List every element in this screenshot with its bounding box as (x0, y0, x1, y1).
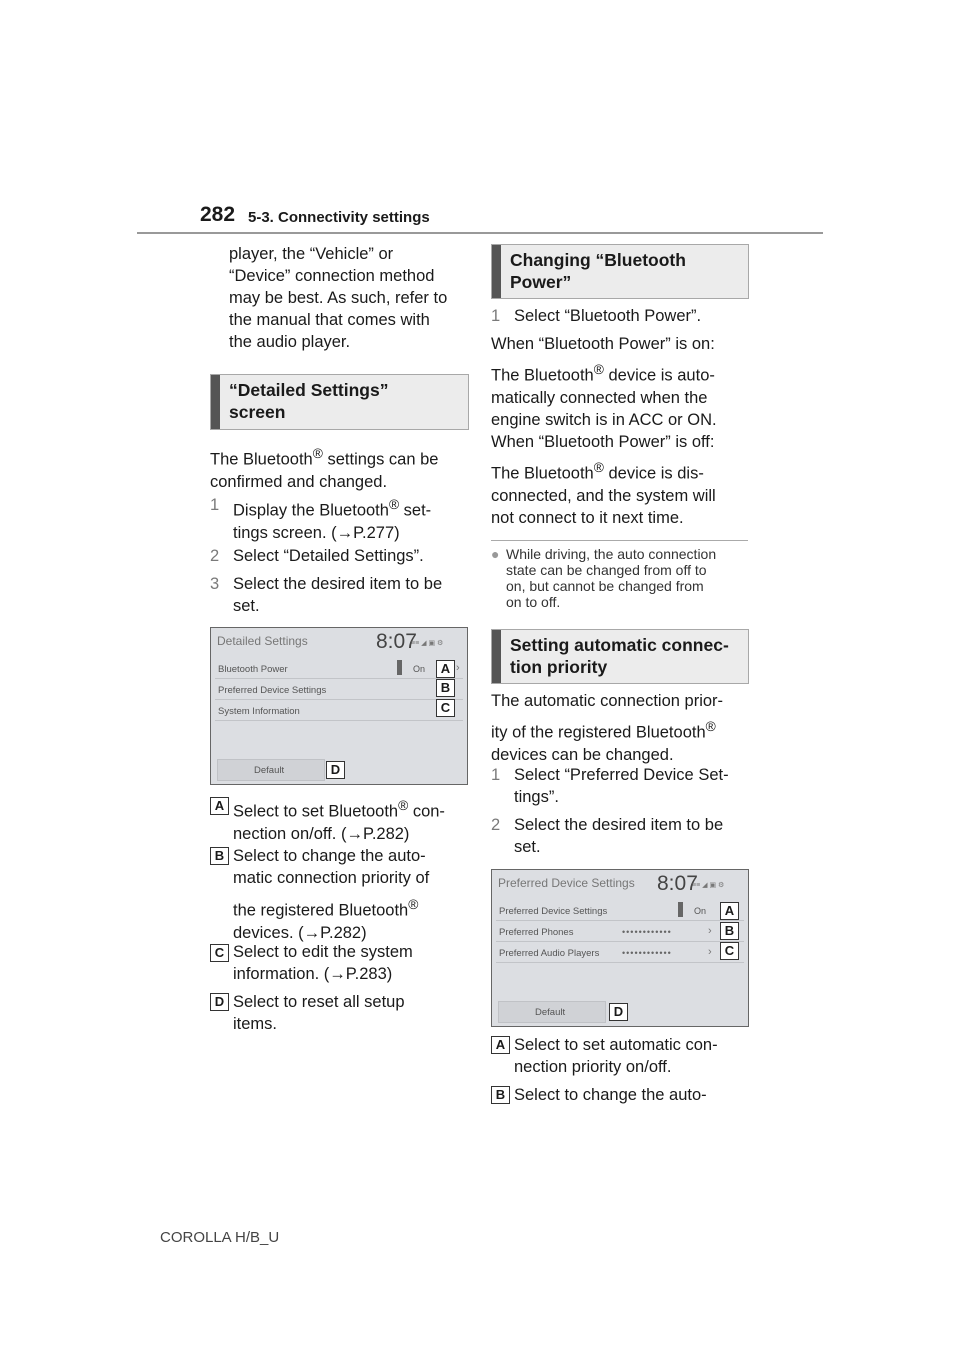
screen-clock: 8:07 (376, 630, 417, 653)
r-step-1-num: 1 (491, 307, 501, 325)
note-bullet: ● (491, 546, 500, 562)
heading-bar (492, 245, 501, 298)
r-step-2b-num: 2 (491, 816, 501, 834)
r-callout-b-tag: B (491, 1086, 510, 1104)
callout-a-tag: A (210, 797, 229, 815)
tag-c: C (720, 942, 739, 960)
row-preferred-device-settings[interactable]: Preferred Device Settings (215, 679, 463, 700)
para-priority-intro: The automatic connection prior- ity of the registered Bluetooth® devices can be changed. (491, 692, 724, 764)
step-3-text: Select the desired item to be set. (233, 575, 443, 615)
r-callout-a-tag: A (491, 1036, 510, 1054)
r-step-1b-text: Select “Preferred Device Set- tings”. (514, 766, 729, 806)
callout-b-text: Select to change the auto- matic connection priority of the registered Bluetooth® devices. (→P.282) (233, 847, 430, 942)
note-text: While driving, the auto connection state can be changed from off to on, but cannot be changed from on to off. (506, 546, 717, 610)
heading-auto-connection-priority: Setting automatic connec- tion priority (491, 629, 749, 684)
heading-bluetooth-power: Changing “Bluetooth Power” (491, 244, 749, 299)
heading-detailed-settings: “Detailed Settings” screen (210, 374, 469, 430)
tag-a: A (436, 660, 455, 678)
callout-c-tag: C (210, 944, 229, 962)
note-rule (491, 540, 748, 541)
callout-d-text: Select to reset all setup items. (233, 993, 405, 1033)
step-2-text: Select “Detailed Settings”. (233, 547, 424, 565)
chevron-right-icon: › (708, 925, 712, 937)
toggle-indicator (397, 660, 402, 675)
tag-b: B (436, 679, 455, 697)
intro-text: player, the “Vehicle” or “Device” connection method may be best. As such, refer to the manual that comes with the audio player. (229, 245, 448, 351)
r-callout-b-text: Select to change the auto- (514, 1086, 707, 1104)
page-number: 282 (200, 203, 236, 226)
default-button[interactable]: Default (217, 759, 325, 781)
default-button[interactable]: Default (498, 1001, 606, 1023)
r-step-2b-text: Select the desired item to be set. (514, 816, 724, 856)
off-body: The Bluetooth® device is dis- connected, and the system will not connect to it next time. (491, 460, 716, 527)
r-step-1b-num: 1 (491, 766, 501, 784)
header-rule (137, 232, 823, 234)
callout-c-text: Select to edit the system information. (→P.283) (233, 943, 413, 983)
row-bluetooth-power[interactable]: Bluetooth Power On › (215, 657, 463, 679)
step-3-num: 3 (210, 575, 220, 593)
r-callout-a-text: Select to set automatic con- nection priority on/off. (514, 1036, 718, 1076)
status-icons: ≡≡ ◢ ▣ ⚙ (411, 640, 444, 647)
tag-b: B (720, 922, 739, 940)
screen-clock: 8:07 (657, 872, 698, 895)
row-preferred-phones[interactable]: Preferred Phones •••••••••••• › (496, 921, 744, 942)
step-1-display: 1 (210, 496, 220, 514)
callout-b-tag: B (210, 847, 229, 865)
toggle-indicator (678, 902, 683, 917)
r-step-1-text: Select “Bluetooth Power”. (514, 307, 702, 325)
preferred-device-settings-screen (491, 869, 749, 1027)
status-icons: ≡≡ ◢ ▣ ⚙ (692, 882, 725, 889)
detailed-settings-screen (210, 627, 468, 785)
section-title: 5-3. Connectivity settings (248, 209, 430, 226)
tag-c: C (436, 699, 455, 717)
footer-model: COROLLA H/B_U (160, 1229, 280, 1246)
row-preferred-audio-players[interactable]: Preferred Audio Players •••••••••••• › (496, 942, 744, 963)
tag-d: D (609, 1003, 628, 1021)
step-2-num: 2 (210, 547, 220, 565)
callout-d-tag: D (210, 993, 229, 1011)
heading-bar (492, 630, 501, 683)
step-1-text: Display the Bluetooth® set- tings screen. (→P.277) (233, 497, 432, 542)
row-system-information[interactable]: System Information (215, 700, 463, 721)
on-body: The Bluetooth® device is auto- matically connected when the engine switch is in ACC or ON. (491, 362, 717, 429)
tag-d: D (326, 761, 345, 779)
chevron-right-icon: › (708, 946, 712, 958)
tag-a: A (720, 902, 739, 920)
row-preferred-device-settings[interactable]: Preferred Device Settings On (496, 899, 744, 921)
para-settings-intro: The Bluetooth® settings can be confirmed and changed. (210, 446, 439, 491)
heading-bar (211, 375, 220, 429)
on-heading: When “Bluetooth Power” is on: (491, 335, 715, 353)
screen-title: Preferred Device Settings (498, 876, 635, 890)
screen-title: Detailed Settings (217, 634, 308, 648)
callout-a-text: Select to set Bluetooth® con- nection on/off. (→P.282) (233, 798, 445, 843)
chevron-right-icon: › (456, 662, 460, 674)
off-heading: When “Bluetooth Power” is off: (491, 433, 715, 451)
